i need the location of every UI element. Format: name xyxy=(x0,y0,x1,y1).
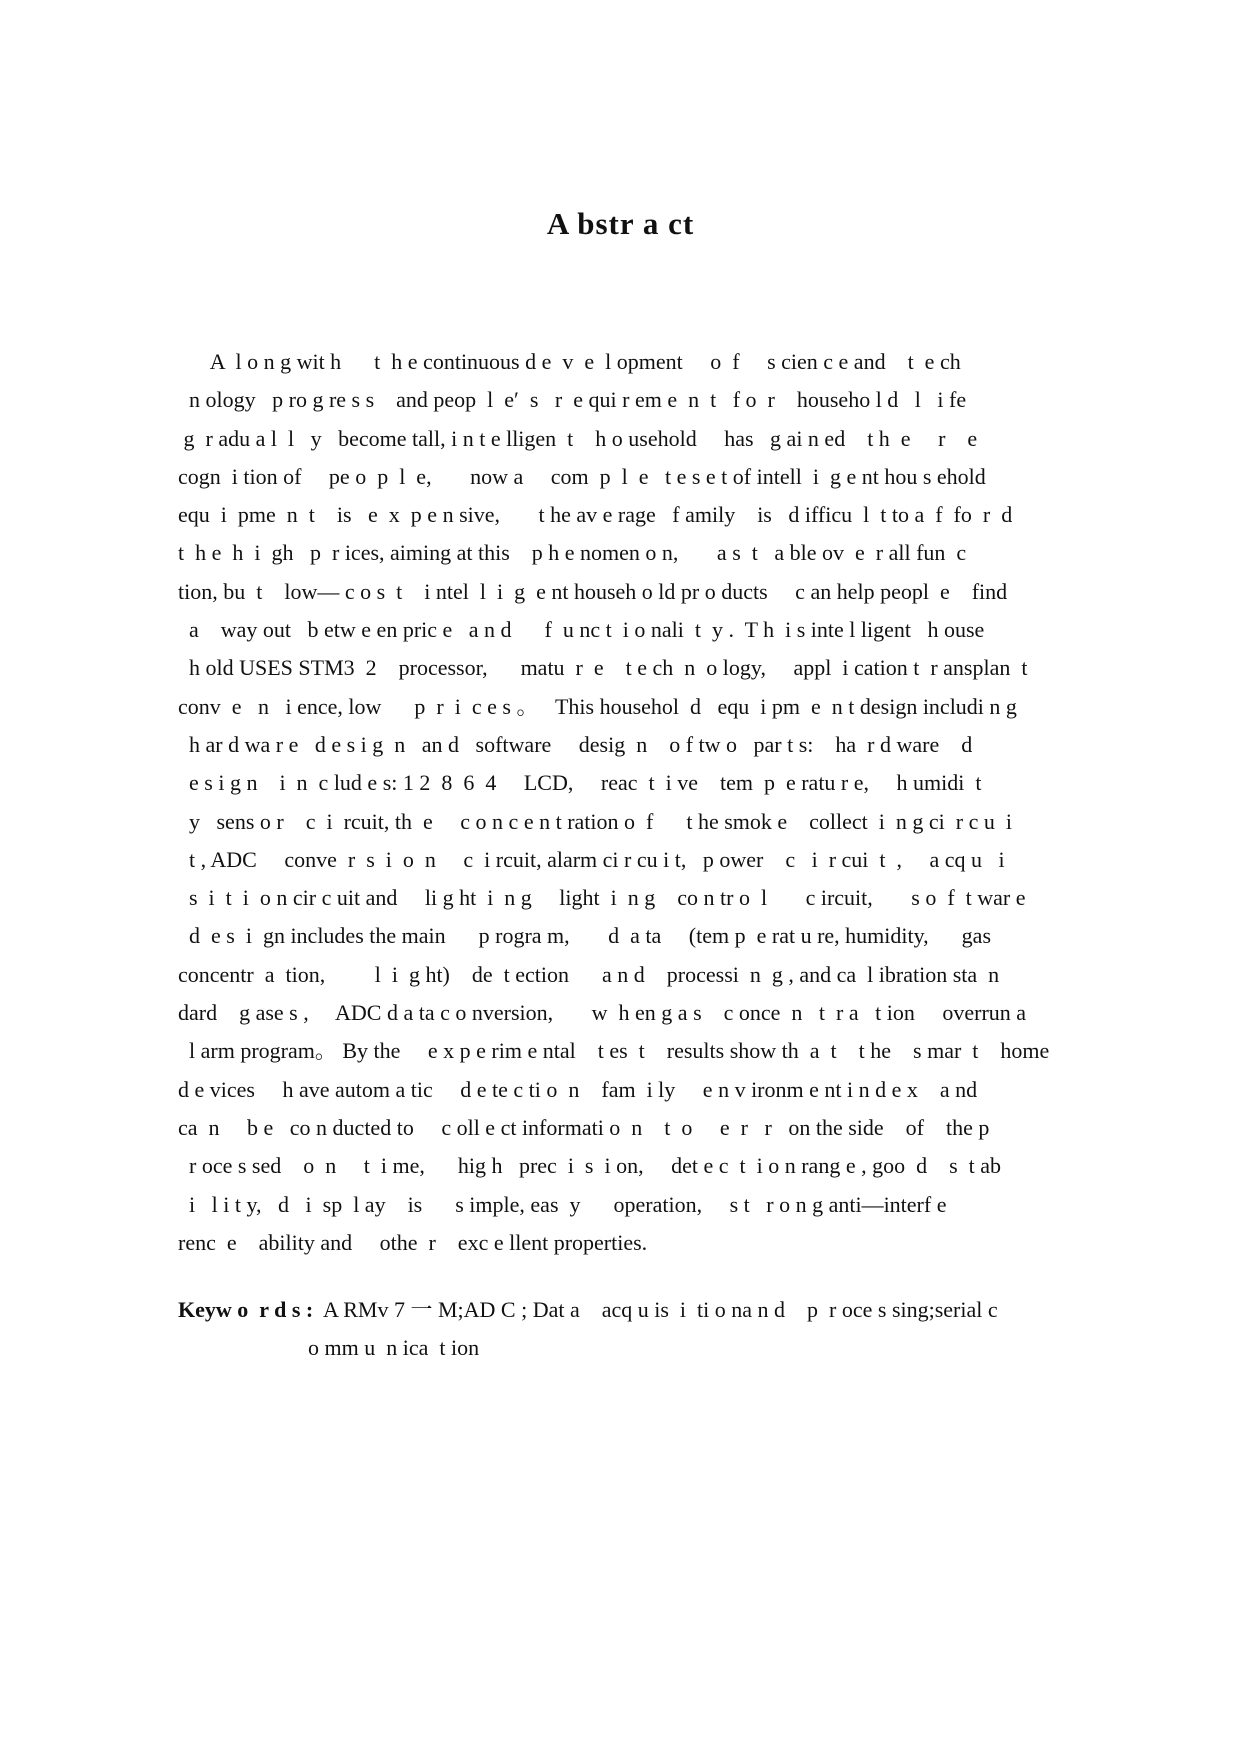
abstract-line: equ i pme n t is e x p e n sive, t he av e rage f amily is d ifficu l t to a f fo r d xyxy=(178,502,1013,528)
keywords-section xyxy=(178,1291,1138,1367)
abstract-line: concentr a tion, l i g ht) de t ection a n d processi n g , and ca l ibration sta n xyxy=(178,961,1000,987)
abstract-line: t h e h i gh p r ices, aiming at this p h e nomen o n, a s t a ble ov e r all fun c xyxy=(178,540,967,566)
abstract-line: g r adu a l l y become tall, i n t e lligen t h o usehold has g ai n ed t h e r e xyxy=(178,425,978,451)
abstract-line: a way out b etw e en pric e a n d f u nc t i o nali t y . T h i s inte l ligent h ouse xyxy=(178,617,985,643)
abstract-line: s i t i o n cir c uit and li g ht i n g light i n g co n tr o l c ircuit, s o f t war e xyxy=(178,885,1026,911)
abstract-line: A l o n g wit h t h e continuous d e v e l opment o f s cien c e and t e ch xyxy=(178,349,961,374)
abstract-line: h old USES STM3 2 processor, matu r e t e ch n o logy, appl i cation t r ansplan t xyxy=(178,655,1028,681)
abstract-line: ca n b e co n ducted to c oll e ct informati o n t o e r r on the side of the p xyxy=(178,1114,990,1140)
abstract-line: e s i g n i n c lud e s: 1 2 8 6 4 LCD, reac t i ve tem p e ratu r e, h umidi t xyxy=(178,770,982,796)
abstract-line: i l i t y, d i sp l ay is s imple, eas y operation, s t r o n g anti—interf e xyxy=(178,1191,947,1217)
abstract-line: d e s i gn includes the main p rogra m, d a ta (tem p e rat u re, humidity, gas xyxy=(178,923,992,949)
abstract-line: n ology p ro g re s s and peop l e′ s r e qui r em e n t f o r househo l d l i fe xyxy=(178,387,967,413)
page-title: A bstr a ct xyxy=(546,206,695,241)
abstract-body xyxy=(178,343,1138,1262)
abstract-line: l arm program。 By the e x p e rim e ntal t es t results show th a t t he s mar t home xyxy=(178,1038,1050,1064)
keywords-label: Keyw o r d s : xyxy=(178,1297,314,1322)
abstract-line: d e vices h ave autom a tic d e te c ti o n fam i ly e n v ironm e nt i n d e x a nd xyxy=(178,1076,978,1102)
abstract-line: cogn i tion of pe o p l e, now a com p l e t e s e t of intell i g e nt hou s ehold xyxy=(178,463,986,489)
abstract-line: r oce s sed o n t i me, hig h prec i s i on, det e c t i o n rang e , goo d s t ab xyxy=(178,1153,1002,1179)
keywords-line-2: o mm u n ica t ion xyxy=(308,1335,480,1360)
abstract-line: renc e ability and othe r exc e llent properties. xyxy=(178,1229,648,1255)
abstract-line: dard g ase s , ADC d a ta c o nversion, w h en g a s c once n t r a t ion overrun a xyxy=(178,1000,1027,1026)
abstract-line: h ar d wa r e d e s i g n an d software desig n o f tw o par t s: ha r d ware d xyxy=(178,731,973,757)
keywords-text-1: A RMv 7 一 M;AD C ; Dat a acq u is i ti o na n d p r oce s sing;serial c xyxy=(313,1297,998,1322)
abstract-line: tion, bu t low— c o s t i ntel l i g e nt househ o ld pr o ducts c an help peopl e find xyxy=(178,578,1008,604)
abstract-line: y sens o r c i rcuit, th e c o n c e n t ration o f t he smok e collect i n g ci r c u i xyxy=(178,808,1012,834)
abstract-line: conv e n i ence, low p r i c e s 。 This househol d equ i pm e n t design includi n g xyxy=(178,693,1017,719)
abstract-line: t , ADC conve r s i o n c i rcuit, alarm ci r cu i t, p ower c i r cui t , a cq u i xyxy=(178,846,1005,872)
keywords-line-1 xyxy=(178,1291,1138,1329)
